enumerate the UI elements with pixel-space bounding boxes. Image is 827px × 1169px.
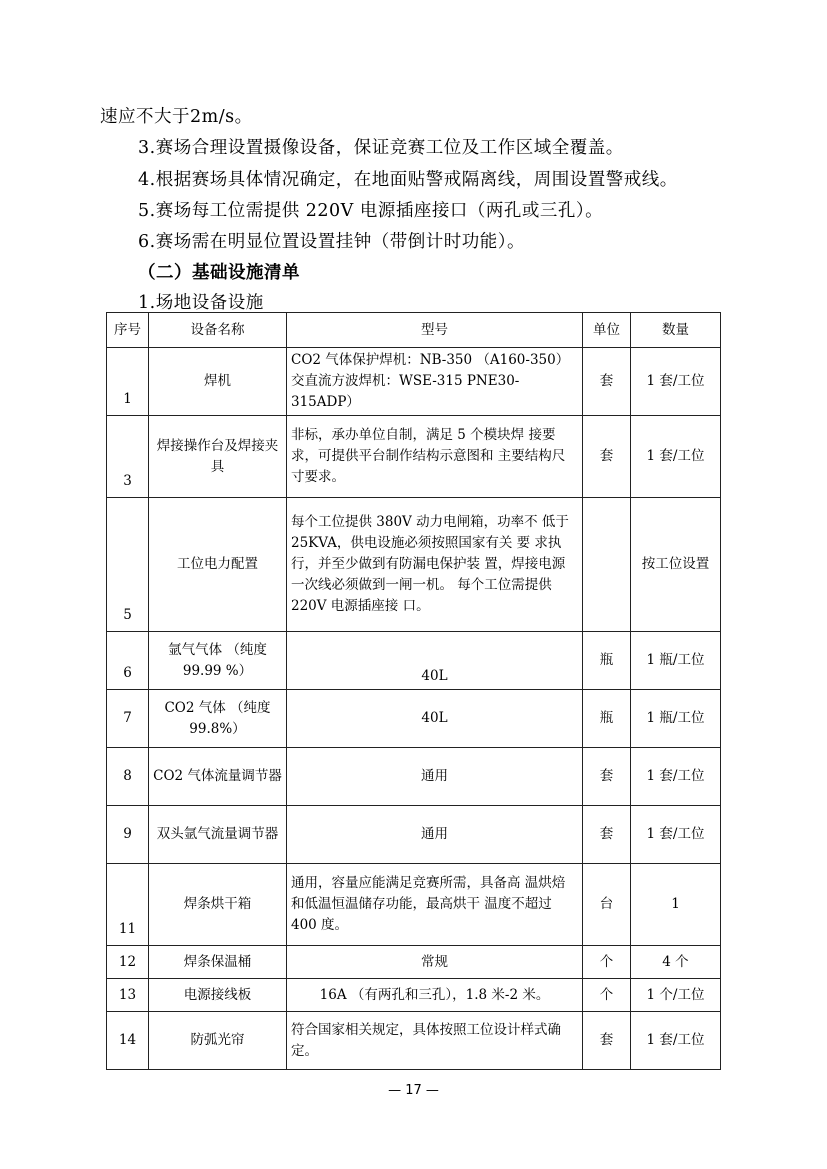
- cell-model: 非标，承办单位自制，满足 5 个模块焊 接要求，可提供平台制作结构示意图和 主要结构尺寸要求。: [287, 416, 583, 498]
- cell-unit: 个: [583, 946, 631, 979]
- table-row: [107, 690, 721, 748]
- cell-qty: 4 个: [631, 946, 721, 979]
- paragraph-line: 速应不大于2m/s。: [100, 107, 253, 127]
- cell-name: 氩气气体 （纯度 99.99 %）: [149, 632, 287, 690]
- cell-qty: 1 个/工位: [631, 979, 721, 1012]
- paragraph-line: 4.根据赛场具体情况确定，在地面贴警戒隔离线，周围设置警戒线。: [138, 170, 678, 190]
- cell-qty: 1 套/工位: [631, 806, 721, 864]
- cell-seq: 3: [107, 416, 149, 498]
- cell-seq: 8: [107, 748, 149, 806]
- cell-model: 通用，容量应能满足竞赛所需，具备高 温烘焙和低温恒温储存功能，最高烘干 温度不超过 400 度。: [287, 864, 583, 946]
- cell-qty: 1 套/工位: [631, 416, 721, 498]
- cell-name: 防弧光帘: [149, 1012, 287, 1070]
- cell-seq: 1: [107, 348, 149, 416]
- cell-seq: 7: [107, 690, 149, 748]
- cell-model: 40L: [287, 632, 583, 690]
- cell-model: 16A （有两孔和三孔），1.8 米-2 米。: [287, 979, 583, 1012]
- cell-name: 电源接线板: [149, 979, 287, 1012]
- cell-unit: 台: [583, 864, 631, 946]
- cell-qty: 按工位设置: [631, 498, 721, 632]
- cell-seq: 14: [107, 1012, 149, 1070]
- table-row: [107, 416, 721, 498]
- cell-seq: 12: [107, 946, 149, 979]
- cell-unit: 套: [583, 806, 631, 864]
- cell-unit: 套: [583, 1012, 631, 1070]
- paragraph-line: 6.赛场需在明显位置设置挂钟（带倒计时功能）。: [138, 232, 525, 252]
- cell-seq: 6: [107, 632, 149, 690]
- paragraph-line: 5.赛场每工位需提供 220V 电源插座接口（两孔或三孔）。: [138, 201, 604, 221]
- cell-name: CO2 气体流量调节器: [149, 748, 287, 806]
- table-row: [107, 946, 721, 979]
- header-seq: 序号: [107, 313, 149, 348]
- cell-model: 每个工位提供 380V 动力电闸箱，功率不 低于 25KVA，供电设施必须按照国家有关 要 求执行，并至少做到有防漏电保护装 置，焊接电源一次线必须做到一闸一机。 每个工位需提供 220V 电源插座接 口。: [287, 498, 583, 632]
- cell-qty: 1 瓶/工位: [631, 632, 721, 690]
- cell-seq: 9: [107, 806, 149, 864]
- table-header-row: [107, 313, 721, 348]
- cell-seq: 13: [107, 979, 149, 1012]
- cell-model: 通用: [287, 748, 583, 806]
- cell-qty: 1 套/工位: [631, 1012, 721, 1070]
- cell-model: 通用: [287, 806, 583, 864]
- table-row: [107, 748, 721, 806]
- table-row: [107, 498, 721, 632]
- cell-qty: 1 瓶/工位: [631, 690, 721, 748]
- cell-qty: 1 套/工位: [631, 748, 721, 806]
- header-qty: 数量: [631, 313, 721, 348]
- cell-unit: 套: [583, 748, 631, 806]
- cell-model: 符合国家相关规定，具体按照工位设计样式确定。: [287, 1012, 583, 1070]
- section-heading: （二）基础设施清单: [138, 263, 300, 283]
- cell-unit: 瓶: [583, 632, 631, 690]
- table-row: [107, 806, 721, 864]
- cell-unit: 套: [583, 416, 631, 498]
- cell-name: 焊条保温桶: [149, 946, 287, 979]
- cell-unit: [583, 498, 631, 632]
- header-name: 设备名称: [149, 313, 287, 348]
- cell-unit: 瓶: [583, 690, 631, 748]
- table-row: [107, 979, 721, 1012]
- cell-qty: 1: [631, 864, 721, 946]
- cell-name: 双头氩气流量调节器: [149, 806, 287, 864]
- cell-name: 焊接操作台及焊接夹具: [149, 416, 287, 498]
- table-row: [107, 348, 721, 416]
- table-row: [107, 632, 721, 690]
- equipment-table: [106, 312, 721, 1070]
- cell-unit: 套: [583, 348, 631, 416]
- cell-unit: 个: [583, 979, 631, 1012]
- table-row: [107, 1012, 721, 1070]
- page-number: — 17 —: [388, 1083, 439, 1098]
- header-unit: 单位: [583, 313, 631, 348]
- cell-name: 焊机: [149, 348, 287, 416]
- cell-name: CO2 气体 （纯度 99.8%）: [149, 690, 287, 748]
- cell-seq: 5: [107, 498, 149, 632]
- table-row: [107, 864, 721, 946]
- header-model: 型号: [287, 313, 583, 348]
- cell-qty: 1 套/工位: [631, 348, 721, 416]
- cell-seq: 11: [107, 864, 149, 946]
- cell-name: 工位电力配置: [149, 498, 287, 632]
- cell-model: 常规: [287, 946, 583, 979]
- paragraph-line: 3.赛场合理设置摄像设备，保证竞赛工位及工作区域全覆盖。: [138, 138, 624, 158]
- cell-model: 40L: [287, 690, 583, 748]
- cell-name: 焊条烘干箱: [149, 864, 287, 946]
- cell-model: CO2 气体保护焊机：NB-350 （A160-350）交直流方波焊机：WSE-315 PNE30-315ADP）: [287, 348, 583, 416]
- subsection-heading: 1.场地设备设施: [138, 293, 264, 313]
